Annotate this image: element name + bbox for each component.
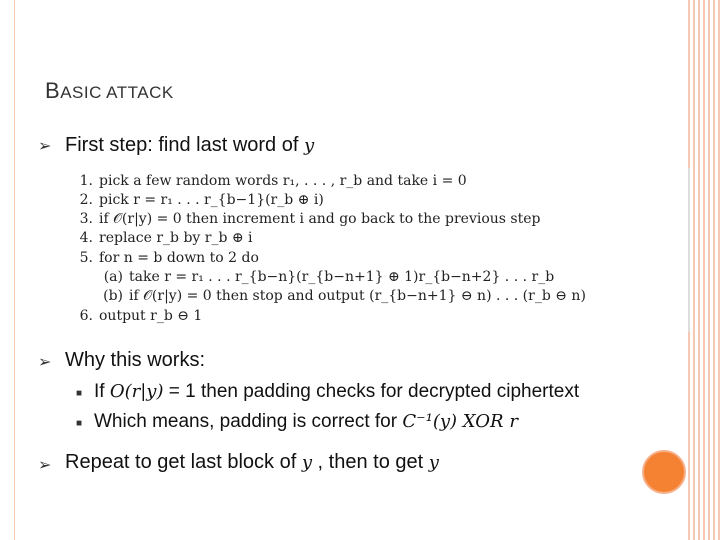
- algo-step-3: 3. if 𝒪(r|y) = 0 then increment i and go back to the previous step: [79, 211, 541, 227]
- algorithm-box: [68, 168, 690, 332]
- sub-bullet-if: If O(r|y) = 1 then padding checks for decrypted ciphertext: [94, 381, 580, 402]
- title-initial: B: [45, 78, 61, 103]
- slide-title: [45, 78, 174, 104]
- algo-step-4: 4. replace r_b by r_b ⊕ i: [79, 230, 253, 246]
- oracle-expression: O(r|y): [109, 381, 164, 402]
- inverse-xor-expression: C⁻¹(y) XOR r: [402, 411, 518, 432]
- algo-step-6: 6. output r_b ⊖ 1: [79, 308, 203, 324]
- arrow-bullet-icon: ➢: [38, 138, 52, 155]
- arrow-bullet-icon: ➢: [38, 457, 52, 474]
- algo-step-5b: (b) if 𝒪(r|y) = 0 then stop and output (r_{b−n+1} ⊖ n) . . . (r_b ⊖ n): [103, 288, 586, 304]
- sub-bullet-which-means: Which means, padding is correct for C⁻¹(y) XOR r: [94, 411, 518, 432]
- algo-step-5: 5. for n = b down to 2 do: [79, 250, 259, 266]
- orange-circle-decoration: [642, 450, 686, 494]
- square-bullet-icon: ■: [76, 388, 83, 399]
- bullet1-var: y: [303, 135, 315, 156]
- algo-step-5a: (a) take r = r₁ . . . r_{b−n}(r_{b−n+1} ⊕ 1)r_{b−n+2} . . . r_b: [103, 269, 555, 285]
- bullet-first-step: [65, 134, 314, 157]
- square-bullet-icon: ■: [76, 418, 83, 429]
- arrow-bullet-icon: ➢: [38, 354, 52, 371]
- algo-step-1: 1. pick a few random words r₁, . . . , r_b and take i = 0: [79, 173, 467, 189]
- right-decorative-stripes: [688, 0, 720, 540]
- bullet-repeat: Repeat to get last block of y , then to get y: [65, 451, 439, 473]
- title-rest: ASIC ATTACK: [60, 83, 174, 102]
- left-frame-border: [0, 0, 15, 540]
- algo-step-2: 2. pick r = r₁ . . . r_{b−1}(r_b ⊕ i): [79, 192, 324, 208]
- bullet1-text: First step: find last word of: [65, 134, 304, 156]
- bullet-why-works: Why this works:: [65, 349, 206, 371]
